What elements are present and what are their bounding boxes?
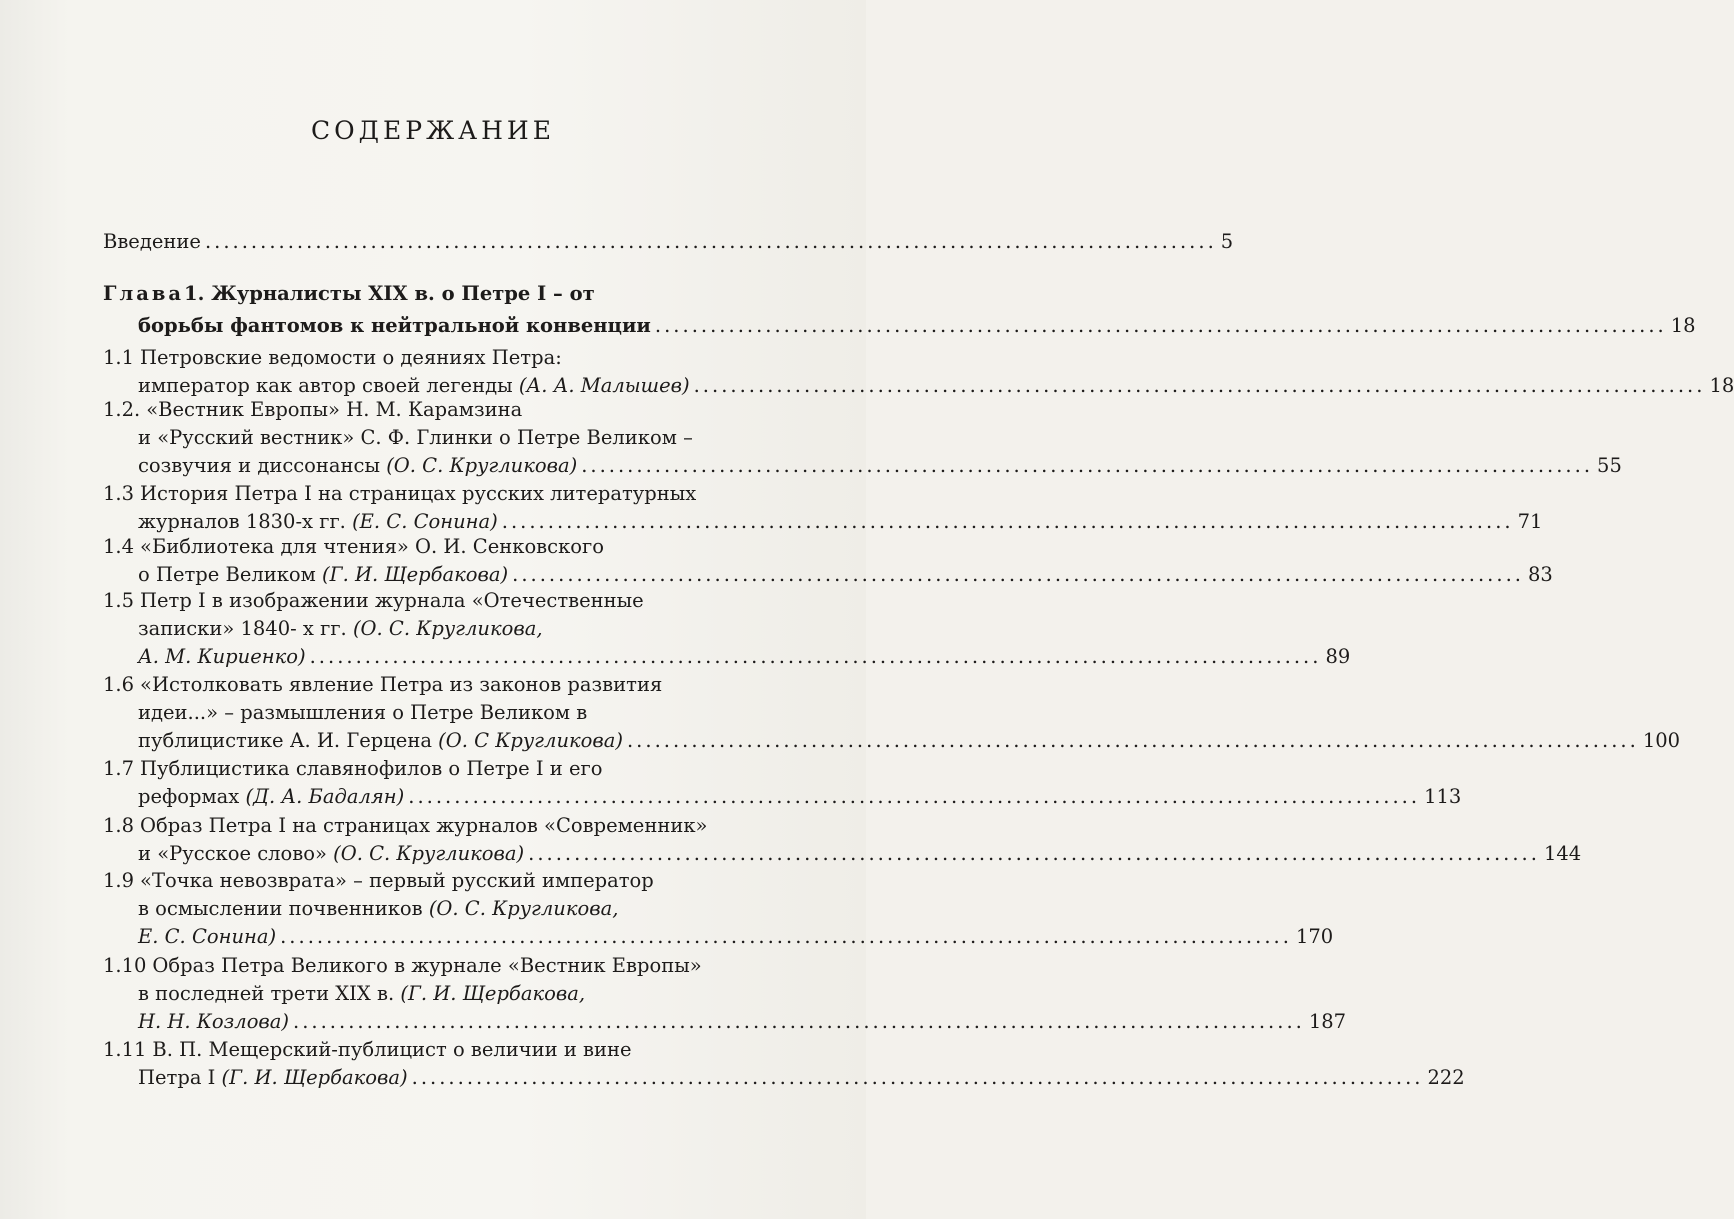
toc-entry-author: (Г. И. Щербакова,	[400, 982, 586, 1005]
leader-dots: ..............................................................................................................	[204, 230, 1217, 253]
toc-entry-page: 144	[1543, 842, 1582, 865]
toc-entry-number: 1.3	[103, 482, 135, 505]
toc-chapter-line1[interactable]	[103, 278, 737, 310]
toc-entry-line[interactable]	[138, 1062, 1465, 1094]
toc-entry-title: записки» 1840- х гг.	[138, 617, 353, 640]
toc-entry-page: 71	[1517, 510, 1543, 533]
toc-entry-author-cont: Н. Н. Козлова)	[138, 1010, 290, 1033]
toc-entry-title: «Истолковать явление Петра из законов развития	[140, 673, 663, 696]
toc-entry-title: «Точка невозврата» – первый русский император	[140, 869, 654, 892]
toc-entry-author: (О. С. Кругликова,	[352, 617, 543, 640]
toc-entry-line[interactable]	[138, 781, 1462, 813]
toc-entry-number: 1.8	[103, 814, 135, 837]
toc-entry-title: Публицистика славянофилов о Петре I и его	[140, 757, 603, 780]
toc-entry-title: созвучия и диссонансы	[138, 454, 387, 477]
page-title: СОДЕРЖАНИЕ	[311, 116, 555, 145]
toc-entry-title: в осмыслении почвенников	[138, 897, 429, 920]
toc-entry-title: в последней трети XIX в.	[138, 982, 401, 1005]
leader-dots: ..............................................................................................................	[693, 374, 1706, 397]
toc-entry-number: 1.9	[103, 869, 135, 892]
toc-entry-page: 170	[1295, 925, 1334, 948]
toc-entry-title: публицистике А. И. Герцена	[138, 729, 439, 752]
toc-entry-title: Петра I	[138, 1066, 222, 1089]
toc-entry-page: 113	[1424, 785, 1462, 808]
toc-entry-title: «Вестник Европы» Н. М. Карамзина	[146, 398, 523, 421]
toc-entry-author-cont: Е. С. Сонина)	[138, 925, 277, 948]
toc-entry-number: 1.2.	[103, 398, 141, 421]
toc-entry-title: реформах	[138, 785, 246, 808]
toc-entry-title: «Библиотека для чтения» О. И. Сенковского	[140, 535, 604, 558]
toc-entry-page: 89	[1325, 645, 1351, 668]
toc-intro-text: Введение	[103, 230, 201, 253]
toc-entry-page: 100	[1642, 729, 1681, 752]
leader-dots: ..............................................................................................................	[408, 785, 1421, 808]
leader-dots: ..............................................................................................................	[280, 925, 1292, 948]
toc-entry-title: журналов 1830-х гг.	[138, 510, 353, 533]
toc-entry-page: 18	[1709, 374, 1734, 397]
toc-entry-title: История Петра I на страницах русских литературных	[140, 482, 697, 505]
toc-entry-author: (Г. И. Щербакова)	[322, 563, 509, 586]
toc-entry-author: (Д. А. Бадалян)	[245, 785, 405, 808]
toc-intro-page: 5	[1220, 230, 1234, 253]
toc-chapter-line2[interactable]	[138, 310, 1696, 342]
toc-entry-title: идеи...» – размышления о Петре Великом в	[138, 701, 588, 724]
leader-dots: ..............................................................................................................	[581, 454, 1594, 477]
toc-entry-author: (Е. С. Сонина)	[352, 510, 498, 533]
toc-entry-author: (О. С. Кругликова)	[386, 454, 578, 477]
toc-entry-number: 1.5	[103, 589, 135, 612]
toc-entry-page: 55	[1597, 454, 1622, 477]
chapter-title-1: 1. Журналисты XIX в. о Петре I – от	[184, 282, 595, 305]
chapter-page: 18	[1670, 314, 1696, 337]
leader-dots: ..............................................................................................................	[654, 314, 1667, 337]
toc-entry-number: 1.4	[103, 535, 135, 558]
toc-intro[interactable]	[103, 226, 1234, 258]
toc-entry-number: 1.6	[103, 673, 135, 696]
toc-entry-number: 1.7	[103, 757, 135, 780]
toc-entry-author-cont: А. М. Кириенко)	[138, 645, 306, 668]
toc-entry-title: о Петре Великом	[138, 563, 323, 586]
leader-dots: ..............................................................................................................	[411, 1066, 1424, 1089]
toc-entry-number: 1.10	[103, 954, 147, 977]
leader-dots: ..............................................................................................................	[501, 510, 1514, 533]
toc-entry-page: 187	[1308, 1010, 1347, 1033]
leader-dots: ..............................................................................................................	[528, 842, 1540, 865]
toc-entry-title: и «Русский вестник» С. Ф. Глинки о Петре Великом –	[138, 426, 693, 449]
leader-dots: ..............................................................................................................	[293, 1010, 1305, 1033]
leader-dots: ..............................................................................................................	[626, 729, 1639, 752]
toc-entry-title: и «Русское слово»	[138, 842, 334, 865]
toc-entry-author: (О. С. Кругликова,	[428, 897, 619, 920]
toc-entry-author: (Г. И. Щербакова)	[221, 1066, 408, 1089]
toc-entry-title: Образ Петра I на страницах журналов «Современник»	[140, 814, 708, 837]
toc-entry-page: 222	[1427, 1066, 1465, 1089]
toc-entry-title: Образ Петра Великого в журнале «Вестник Европы»	[152, 954, 702, 977]
toc-entry-title: Петровские ведомости о деяниях Петра:	[140, 346, 562, 369]
leader-dots: ..............................................................................................................	[309, 645, 1322, 668]
toc-entry-title: император как автор своей легенды	[138, 374, 519, 397]
toc-entry-author: (О. С Кругликова)	[438, 729, 623, 752]
toc-entry-page: 83	[1527, 563, 1553, 586]
toc-entry-author: (О. С. Кругликова)	[333, 842, 525, 865]
leader-dots: ..............................................................................................................	[512, 563, 1524, 586]
toc-entry-title: Петр I в изображении журнала «Отечественные	[140, 589, 644, 612]
toc-entry-number: 1.11	[103, 1038, 147, 1061]
toc-entry-line[interactable]	[138, 921, 1334, 953]
chapter-label: Глава	[103, 282, 185, 305]
toc-entry-number: 1.1	[103, 346, 135, 369]
toc-entry-author: (А. А. Малышев)	[518, 374, 690, 397]
chapter-title-2: борьбы фантомов к нейтральной конвенции	[138, 314, 651, 337]
toc-entry-title: В. П. Мещерский-публицист о величии и вине	[152, 1038, 632, 1061]
